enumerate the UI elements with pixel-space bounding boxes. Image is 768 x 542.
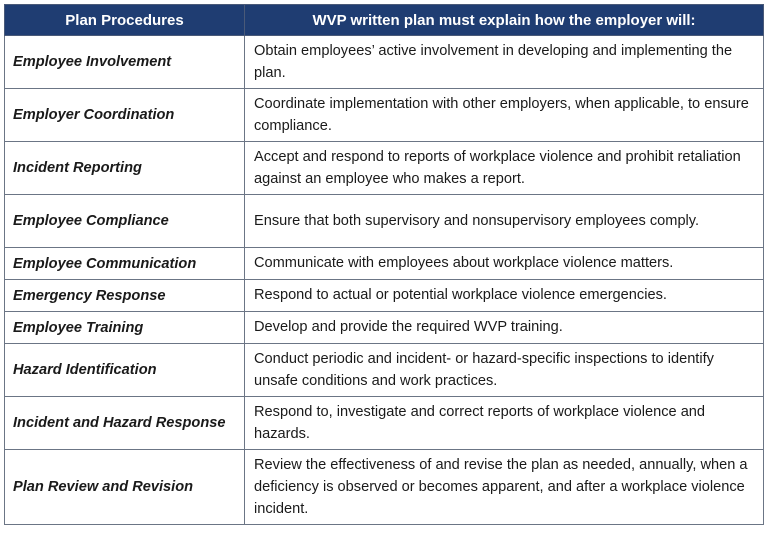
table-row	[5, 36, 764, 89]
table-header-row	[5, 5, 764, 36]
description-cell: Obtain employees’ active involvement in developing and implementing the plan.	[245, 36, 764, 89]
table-row	[5, 450, 764, 525]
header-plan-procedures: Plan Procedures	[5, 5, 245, 36]
description-cell: Develop and provide the required WVP training.	[245, 312, 764, 344]
procedure-cell: Incident and Hazard Response	[5, 397, 245, 450]
procedure-cell: Employee Training	[5, 312, 245, 344]
table-row	[5, 344, 764, 397]
procedure-cell: Employer Coordination	[5, 89, 245, 142]
header-plan-explanation: WVP written plan must explain how the employer will:	[245, 5, 764, 36]
table-row	[5, 397, 764, 450]
description-cell: Review the effectiveness of and revise the plan as needed, annually, when a deficiency is observed or becomes apparent, and after a workplace violence incident.	[245, 450, 764, 525]
table-row	[5, 280, 764, 312]
table-row	[5, 142, 764, 195]
description-cell: Coordinate implementation with other employers, when applicable, to ensure compliance.	[245, 89, 764, 142]
description-cell: Communicate with employees about workplace violence matters.	[245, 248, 764, 280]
description-cell: Conduct periodic and incident- or hazard-specific inspections to identify unsafe conditions and work practices.	[245, 344, 764, 397]
wvp-plan-table-container	[4, 4, 763, 525]
procedure-cell: Emergency Response	[5, 280, 245, 312]
description-cell: Ensure that both supervisory and nonsupervisory employees comply.	[245, 195, 764, 248]
table-row	[5, 248, 764, 280]
table-row	[5, 312, 764, 344]
procedure-cell: Plan Review and Revision	[5, 450, 245, 525]
description-cell: Respond to, investigate and correct reports of workplace violence and hazards.	[245, 397, 764, 450]
table-row	[5, 195, 764, 248]
description-cell: Accept and respond to reports of workplace violence and prohibit retaliation against an employee who makes a report.	[245, 142, 764, 195]
wvp-plan-table	[4, 4, 764, 525]
procedure-cell: Employee Compliance	[5, 195, 245, 248]
procedure-cell: Employee Involvement	[5, 36, 245, 89]
procedure-cell: Hazard Identification	[5, 344, 245, 397]
description-cell: Respond to actual or potential workplace violence emergencies.	[245, 280, 764, 312]
table-row	[5, 89, 764, 142]
procedure-cell: Employee Communication	[5, 248, 245, 280]
procedure-cell: Incident Reporting	[5, 142, 245, 195]
